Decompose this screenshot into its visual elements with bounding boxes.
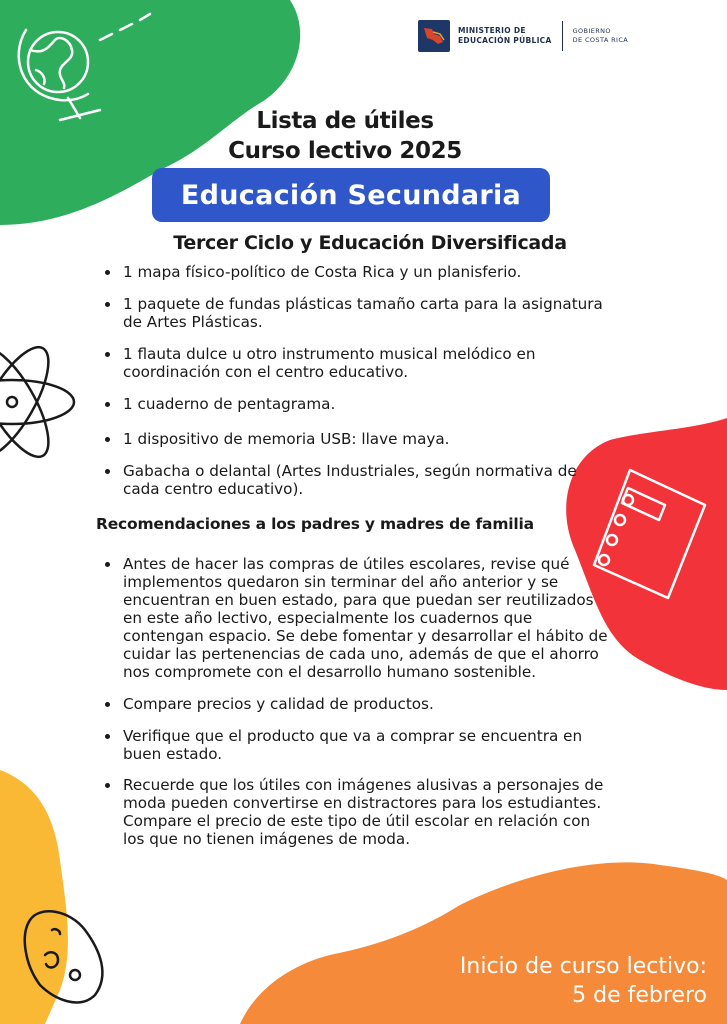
ministry-line-2: EDUCACIÓN PÚBLICA xyxy=(458,36,552,45)
start-date-label: Inicio de curso lectivo: xyxy=(459,954,707,979)
list-item: 1 dispositivo de memoria USB: llave maya. xyxy=(105,430,615,448)
level-banner: Educación Secundaria xyxy=(152,168,550,222)
list-item: 1 paquete de fundas plásticas tamaño carta para la asignatura de Artes Plásticas. xyxy=(105,295,615,331)
ministry-name xyxy=(458,26,552,46)
list-item: Verifique que el producto que va a comprar se encuentra en buen estado. xyxy=(105,727,615,763)
list-item: Compare precios y calidad de productos. xyxy=(105,695,615,713)
list-item: Recuerde que los útiles con imágenes alusivas a personajes de moda pueden convertirse en distractores para los estudiantes. Compare el precio de este tipo de útil escolar en relación con los que no tienen imágenes de moda. xyxy=(105,776,615,848)
recommendations-title: Recomendaciones a los padres y madres de familia xyxy=(96,515,534,533)
bullet xyxy=(105,352,110,357)
bullet xyxy=(105,562,110,567)
bullet xyxy=(105,783,110,788)
government-name xyxy=(573,27,629,45)
bullet xyxy=(105,302,110,307)
list-item: 1 flauta dulce u otro instrumento musical melódico en coordinación con el centro educativo. xyxy=(105,345,615,381)
list-item: 1 cuaderno de pentagrama. xyxy=(105,395,615,413)
page-title-line-1: Lista de útiles xyxy=(256,108,434,134)
list-item: Gabacha o delantal (Artes Industriales, según normativa de cada centro educativo). xyxy=(105,462,605,498)
bullet xyxy=(105,702,110,707)
section-title: Tercer Ciclo y Educación Diversificada xyxy=(173,232,567,254)
list-item: Antes de hacer las compras de útiles escolares, revise qué implementos quedaron sin terminar del año anterior y se encuentran en buen estado, para que puedan ser reutilizados en este año lectivo, especialmente los cuadernos que contengan espacio. Se debe fomentar y desarrollar el hábito de cuidar las pertenencias de cada uno, además de que el ahorro nos compromete con el desarrollo humano sostenible. xyxy=(105,555,615,681)
header-logos xyxy=(418,20,628,52)
bullet xyxy=(105,270,110,275)
government-line-1: GOBIERNO xyxy=(572,27,611,35)
ministry-logo xyxy=(418,20,450,52)
page-title-line-2: Curso lectivo 2025 xyxy=(228,138,462,164)
school-start-date xyxy=(460,952,707,1010)
list-item: 1 mapa físico-político de Costa Rica y un planisferio. xyxy=(105,263,615,281)
bullet xyxy=(105,437,110,442)
start-date-value: 5 de febrero xyxy=(572,983,707,1008)
bullet xyxy=(105,402,110,407)
bullet xyxy=(105,469,110,474)
bullet xyxy=(105,734,110,739)
logo-divider xyxy=(562,21,563,51)
government-line-2: DE COSTA RICA xyxy=(572,36,629,44)
ministry-line-1: MINISTERIO DE xyxy=(458,26,526,35)
